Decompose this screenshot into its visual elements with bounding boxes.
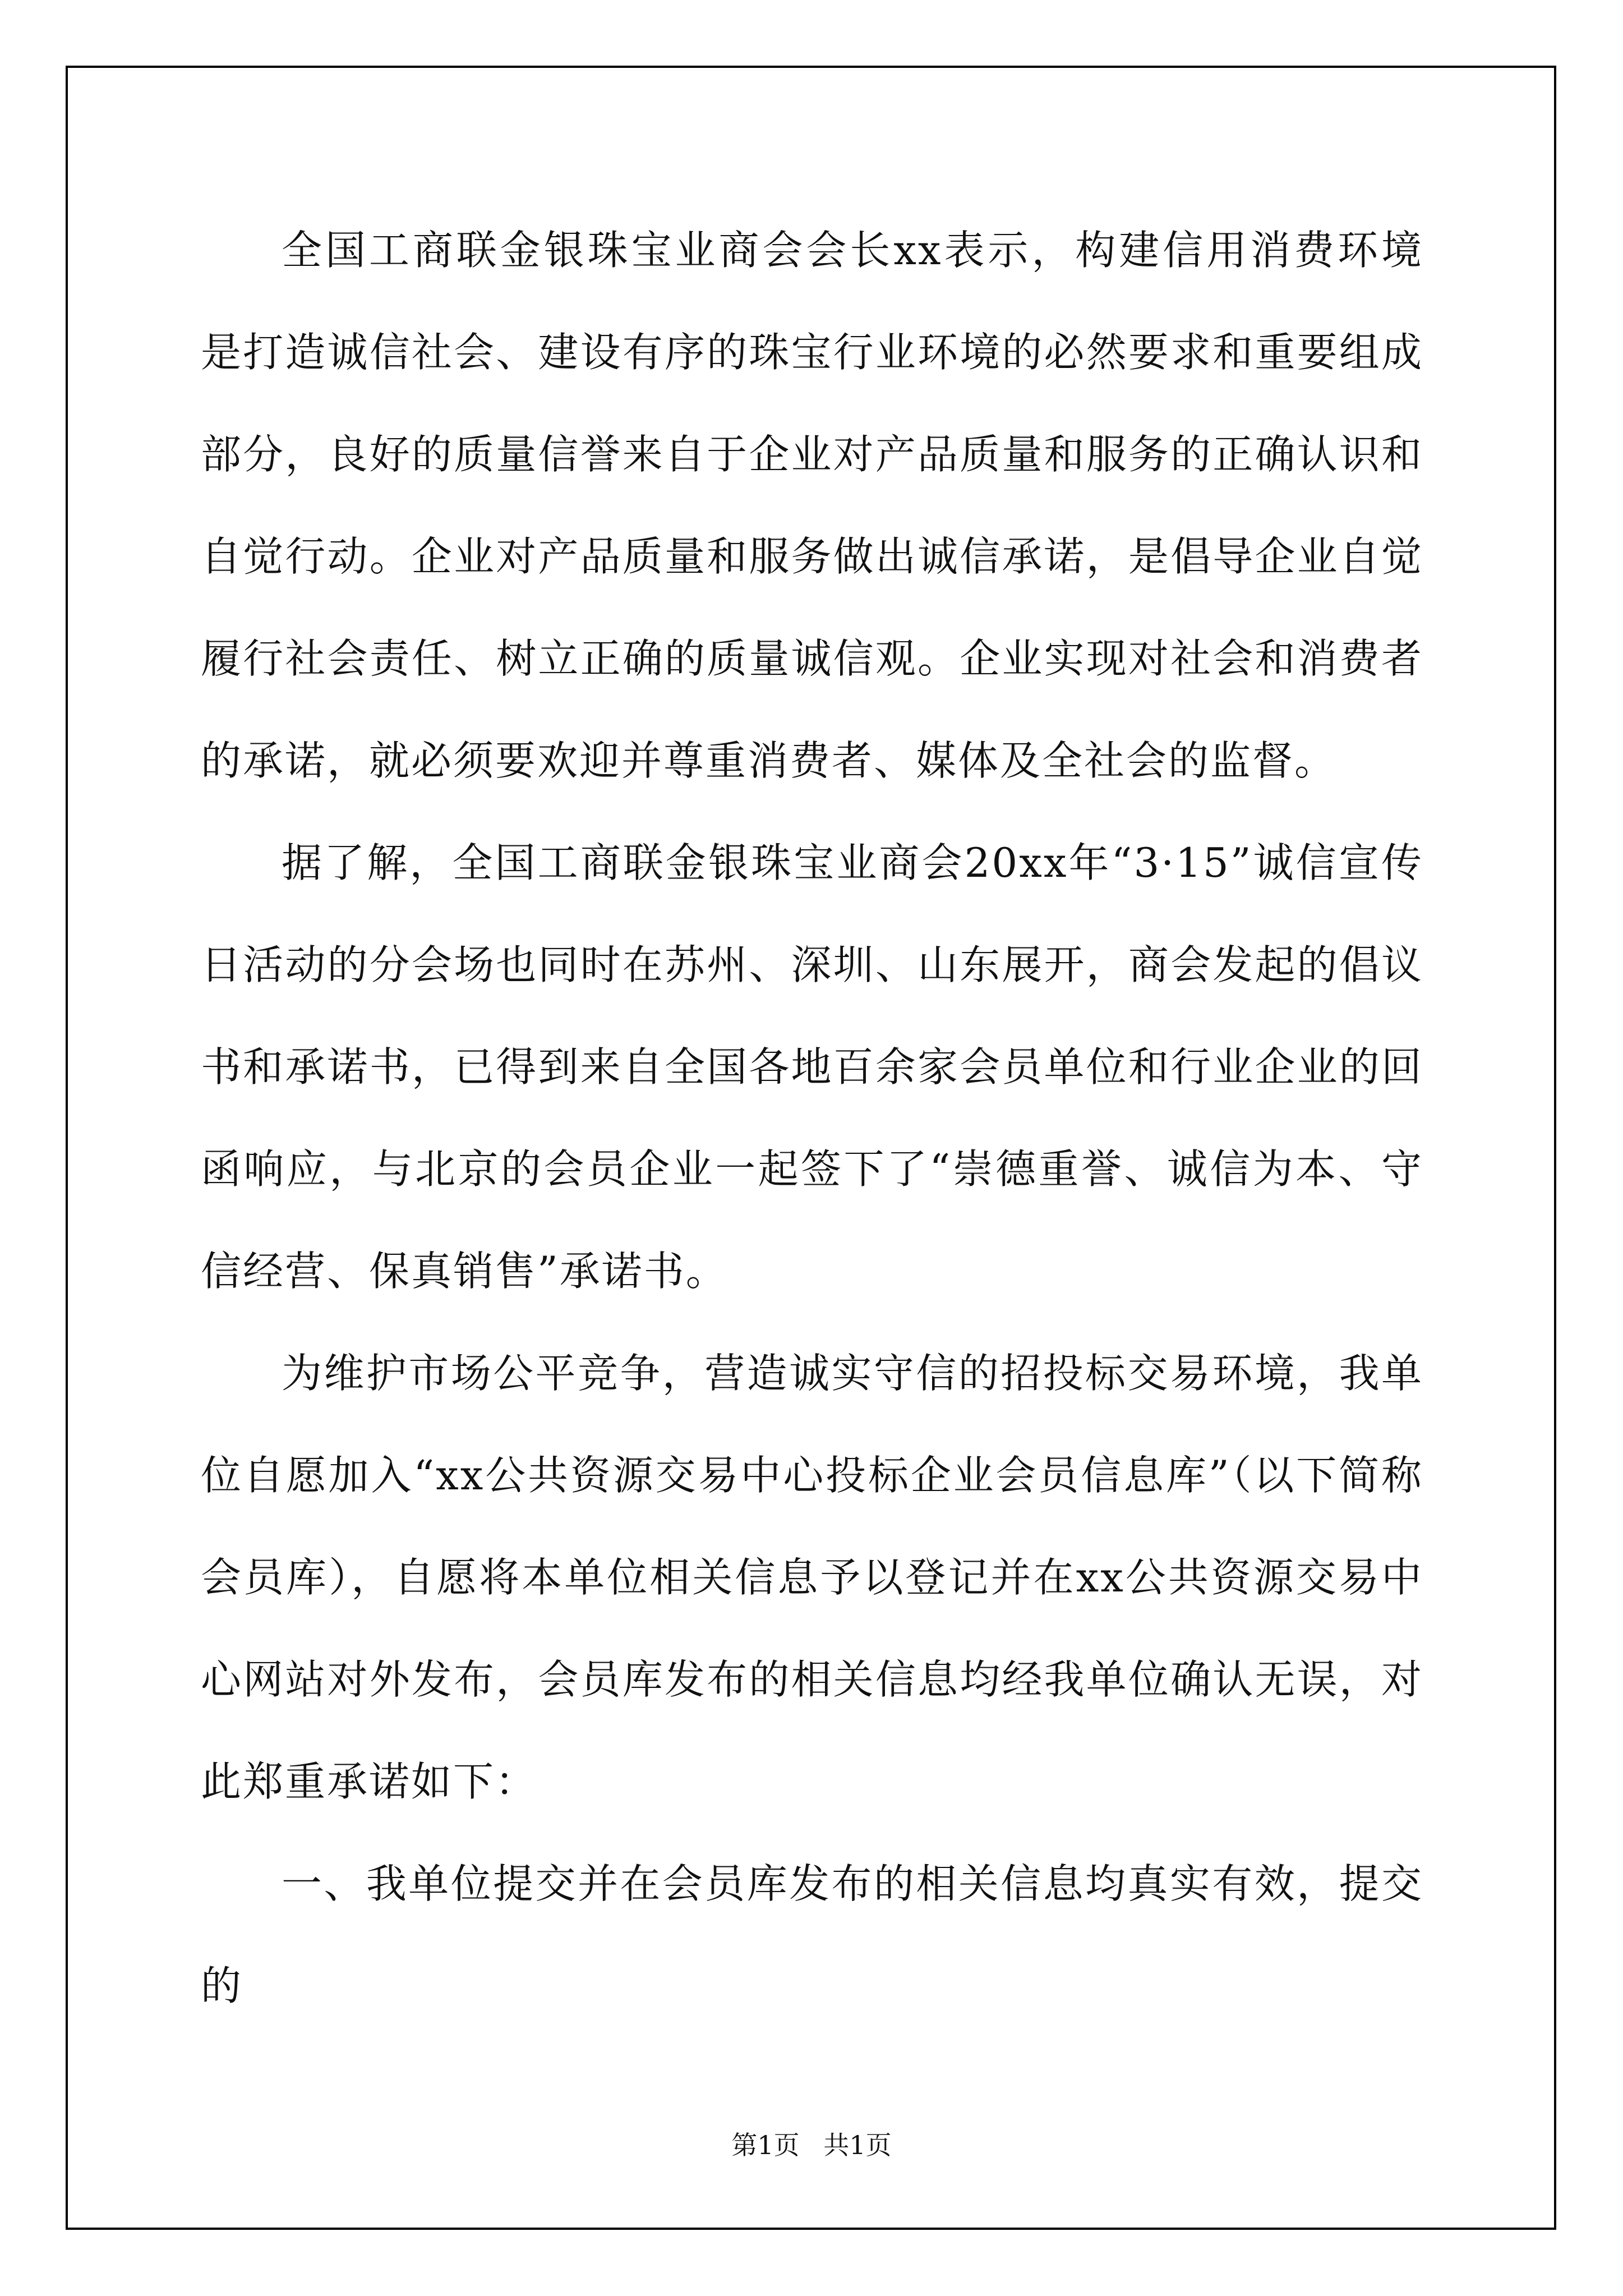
page-total: 共1页 bbox=[823, 2130, 892, 2160]
paragraph-1: 全国工商联金银珠宝业商会会长xx表示，构建信用消费环境是打造诚信社会、建设有序的珠宝行业环境的必然要求和重要组成部分，良好的质量信誉来自于企业对产品质量和服务的正确认识和自觉行动。企业对产品质量和服务做出诚信承诺，是倡导企业自觉履行社会责任、树立正确的质量诚信观。企业实现对社会和消费者的承诺，就必须要欢迎并尊重消费者、媒体及全社会的监督。 bbox=[201, 227, 1423, 784]
page-footer bbox=[0, 2125, 1623, 2162]
paragraph-4: 一、我单位提交并在会员库发布的相关信息均真实有效，提交的 bbox=[201, 1860, 1423, 2009]
paragraph-3: 为维护市场公平竞争，营造诚实守信的招投标交易环境，我单位自愿加入“xx公共资源交易中心投标企业会员信息库”（以下简称会员库），自愿将本单位相关信息予以登记并在xx公共资源交易中心网站对外发布，会员库发布的相关信息均经我单位确认无误，对此郑重承诺如下： bbox=[201, 1350, 1423, 1805]
document-body bbox=[201, 199, 1423, 2037]
page-number: 第1页 bbox=[731, 2130, 800, 2160]
paragraph-2: 据了解，全国工商联金银珠宝业商会20xx年“3·15”诚信宣传日活动的分会场也同时在苏州、深圳、山东展开，商会发起的倡议书和承诺书，已得到来自全国各地百余家会员单位和行业企业的回函响应，与北京的会员企业一起签下了“崇德重誉、诚信为本、守信经营、保真销售”承诺书。 bbox=[201, 839, 1423, 1295]
